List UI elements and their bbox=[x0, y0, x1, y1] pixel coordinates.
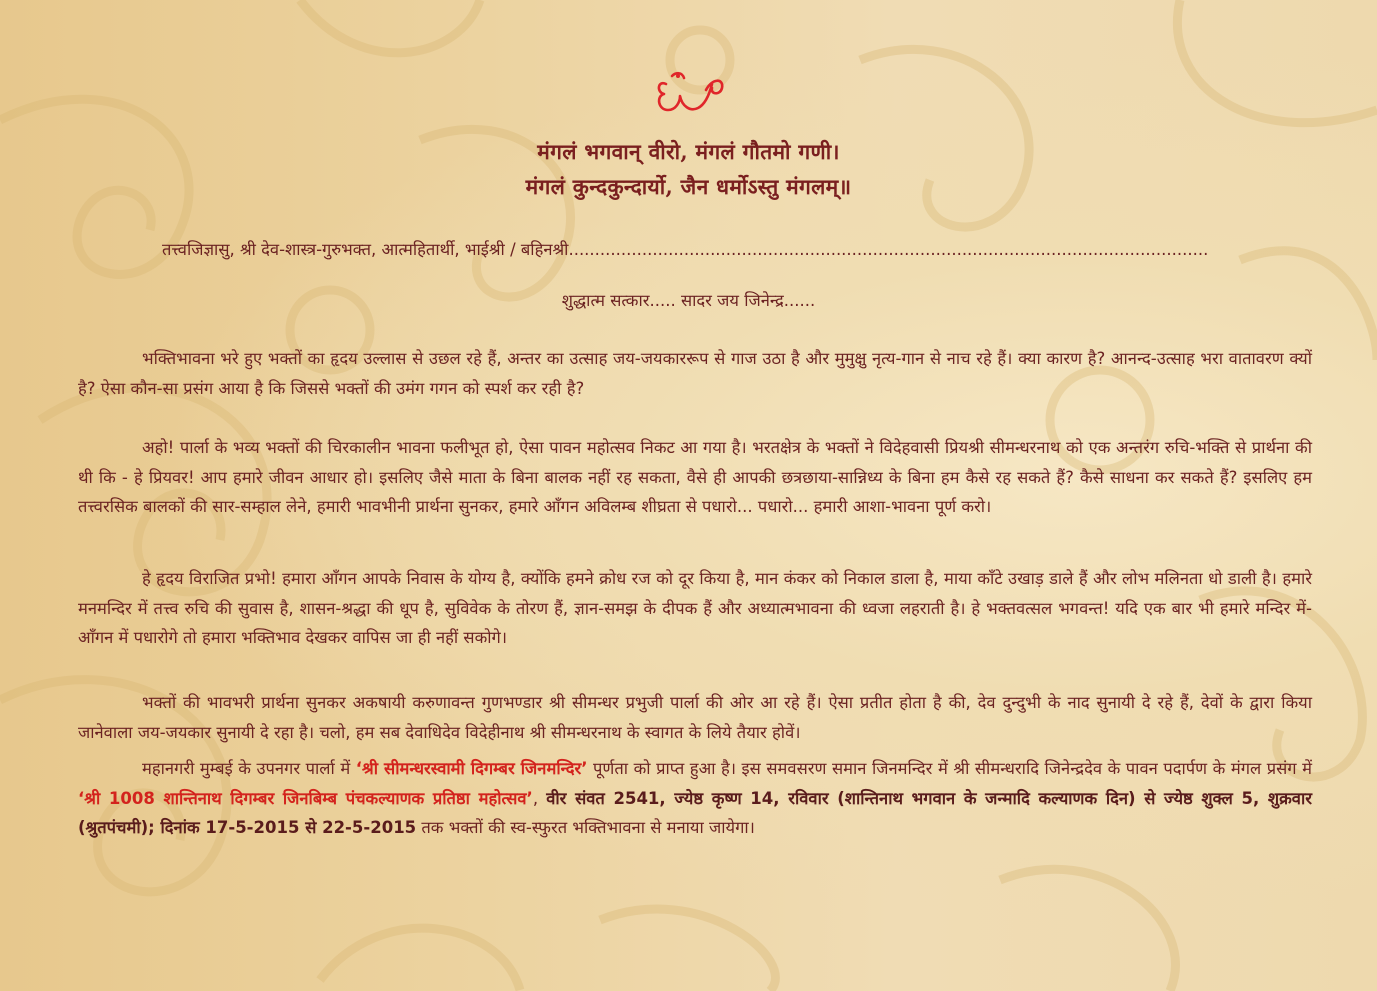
festival-text-part-3: , bbox=[532, 788, 547, 808]
invocation-line-1: मंगलं भगवान् वीरो, मंगलं गौतमो गणी। bbox=[537, 139, 840, 164]
paragraph-arrival: भक्तों की भावभरी प्रार्थना सुनकर अकषायी करुणावन्त गुणभण्डार श्री सीमन्धर प्रभुजी पार्ला की ओर आ रहे हैं। ऐसा प्रतीत होता है की, देव दुन्दुभी के नाद सुनायी दे रहे हैं, देवों के द्वारा किया जानेवाला जय-जयकार सुनायी दे रहा है। चलो, हम सब देवाधिदेव विदेहीनाथ श्री सीमन्धरनाथ के स्वागत के लिये तैयार होवें। bbox=[78, 693, 1312, 742]
festival-name-highlight: ‘श्री 1008 शान्तिनाथ दिगम्बर जिनबिम्ब पंचकल्याणक प्रतिष्ठा महोत्सव’ bbox=[78, 788, 533, 808]
festival-text-part-2: पूर्णता को प्राप्त हुआ है। इस समवसरण समान जिनमन्दिर में श्री सीमन्धरादि जिनेन्द्रदेव के पावन पदार्पण के मंगल प्रसंग में bbox=[587, 759, 1313, 778]
om-symbol-icon bbox=[652, 70, 732, 120]
paragraph-festival-details bbox=[78, 754, 1312, 843]
festival-dates-bold: वीर संवत 2541, ज्येष्ठ कृष्ण 14, रविवार (शान्तिनाथ भगवान के जन्मादि कल्याणक दिन) से ज्येष्ठ शुक्ल 5, शुक्रवार (श्रुतपंचमी); दिनांक 17-5-2015 से 22-5-2015 bbox=[78, 788, 1312, 837]
recipient-address-line: तत्त्वजिज्ञासु, श्री देव-शास्त्र-गुरुभक्त, आत्महितार्थी, भाईश्री / बहिनश्री.......................................................................................................................... bbox=[162, 240, 1209, 259]
paragraph-devotion: भक्तिभावना भरे हुए भक्तों का हृदय उल्लास से उछल रहे हैं, अन्तर का उत्साह जय-जयकाररूप से गाज उठा है और मुमुक्षु नृत्य-गान से नाच रहे हैं। क्या कारण है? आनन्द-उत्साह भरा वातावरण क्यों है? ऐसा कौन-सा प्रसंग आया है कि जिससे भक्तों की उमंग गगन को स्पर्श कर रही है? bbox=[78, 349, 1312, 398]
festival-text-part-4: तक भक्तों की स्व-स्फुरत भक्तिभावना से मनाया जायेगा। bbox=[416, 818, 755, 837]
paragraph-heart-temple: हे हृदय विराजित प्रभो! हमारा आँगन आपके निवास के योग्य है, क्योंकि हमने क्रोध रज को दूर किया है, मान कंकर को निकाल डाला है, माया काँटे उखाड़ डाले हैं और लोभ मलिनता धो डाली है। हमारे मनमन्दिर में तत्त्व रुचि की सुवास है, शासन-श्रद्धा की धूप है, सुविवेक के तोरण हैं, ज्ञान-समझ के दीपक हैं और अध्यात्मभावना की ध्वजा लहराती है। हे भक्तवत्सल भगवन्त! यदि एक बार भी हमारे मन्दिर में-आँगन में पधारोगे तो हमारा भक्तिभाव देखकर वापिस जा ही नहीं सकोगे। bbox=[78, 569, 1312, 647]
invocation-line-2: मंगलं कुन्दकुन्दार्यो, जैन धर्मोऽस्तु मंगलम्॥ bbox=[525, 174, 852, 199]
paragraph-prayer: अहो! पार्ला के भव्य भक्तों की चिरकालीन भावना फलीभूत हो, ऐसा पावन महोत्सव निकट आ गया है। भरतक्षेत्र के भक्तों ने विदेहवासी प्रियश्री सीमन्धरनाथ को एक अन्तरंग रुचि-भक्ति से प्रार्थना की थी कि - हे प्रियवर! आप हमारे जीवन आधार हो। इसलिए जैसे माता के बिना बालक नहीं रह सकता, वैसे ही आपकी छत्रछाया-सान्निध्य के बिना हम कैसे रह सकते हैं? कैसे साधना कर सकते हैं? इसलिए हम तत्त्वरसिक बालकों की सार-सम्हाल लेने, हमारी भावभीनी प्रार्थना सुनकर, हमारे आँगन अविलम्ब शीघ्रता से पधारो... पधारो... हमारी आशा-भावना पूर्ण करो। bbox=[78, 438, 1312, 516]
salutation: शुद्धात्म सत्कार..... सादर जय जिनेन्द्र...... bbox=[561, 291, 816, 310]
festival-text-part-1: महानगरी मुम्बई के उपनगर पार्ला में bbox=[142, 759, 356, 778]
temple-name-highlight: ‘श्री सीमन्धरस्वामी दिगम्बर जिनमन्दिर’ bbox=[355, 759, 588, 778]
